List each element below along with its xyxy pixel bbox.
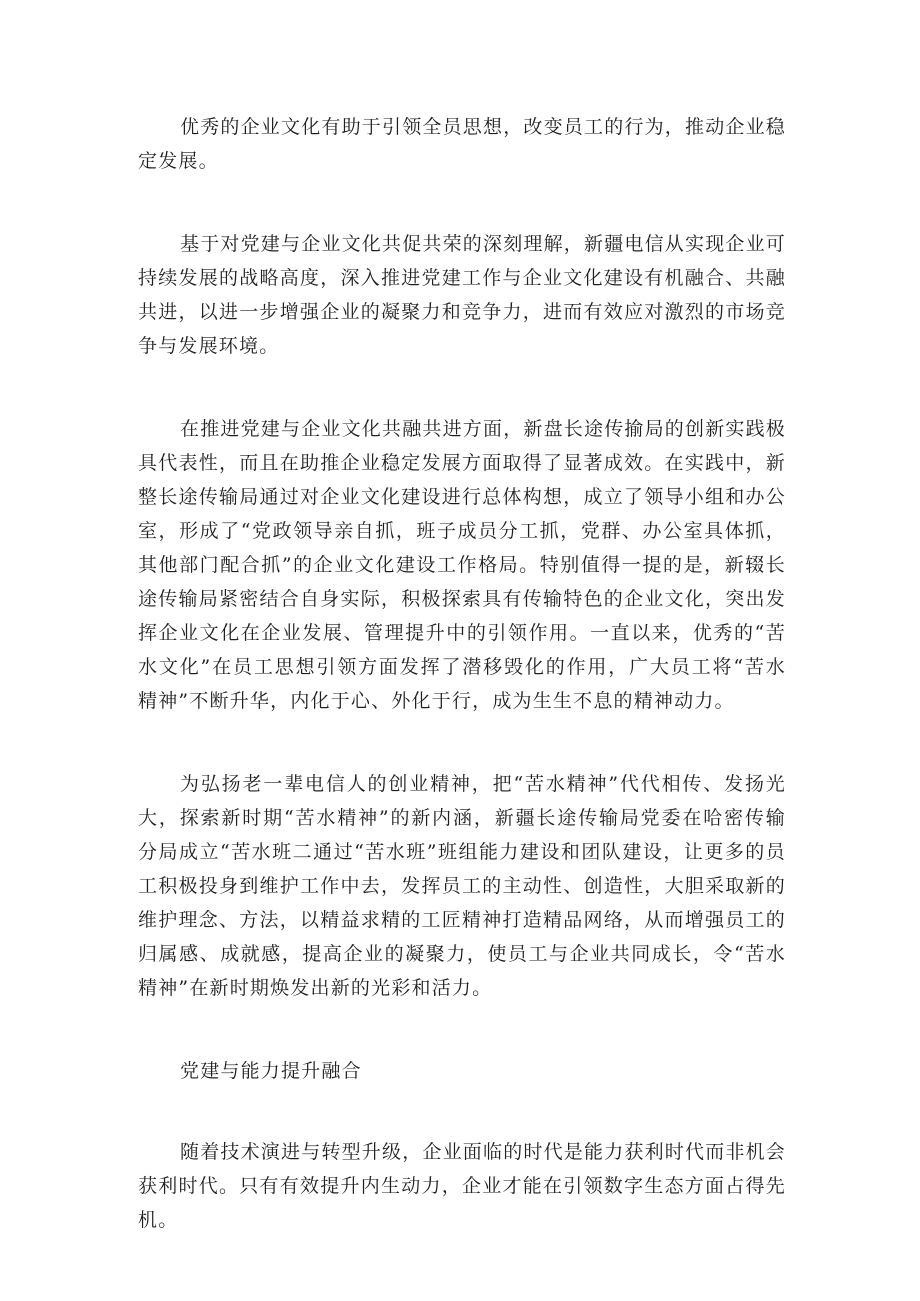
paragraph-long-distance-transmission-practice: 在推进党建与企业文化共融共进方面，新盘长途传揄局的创新实践极具代表性，而且在助推企业稳定发展方面取得了显著成效。在实践中，新整长途传输局通过对企业文化建设进行总体构想，成立了领导小组和办公室，形成了“党政领导亲自抓，班子成员分工抓，党群、办公室具体抓，其他部门配合抓”的企业文化建设工作格局。特别值得一提的是，新辍长途传输局紧密结合自身实际，积极探索具有传输特色的企业文化，突出发挥企业文化在企业发展、管理提升中的引领作用。一直以来，优秀的“苦水文化”在员工思想引领方面发挥了潜移毁化的作用，广大员工将“苦水精神”不断升华，内化于心、外化于行，成为生生不息的精神动力。: [138, 418, 787, 712]
paragraph-capability-improvement: 随着技术演进与转型升级，企业面临的时代是能力获利时代而非机会获利时代。只有有效提升内生动力，企业才能在引领数字生态方面占得先机。: [138, 1141, 787, 1231]
document-body: [138, 110, 786, 1286]
paragraph-party-building-integration: 基于对党建与企业文化共促共荣的深刻理解，新疆电信从实现企业可持续发展的战略高度，深入推进党建工作与企业文化建设有机融合、共融共进，以进一步增强企业的凝聚力和竞争力，进而有效应对激烈的市场竞争与发展环境。: [138, 233, 787, 357]
section-heading: 党建与能力提升融合: [180, 1060, 362, 1082]
paragraph-corporate-culture: 优秀的企业文化有助于引领全员思想，改变员工的行为，推动企业稳定发展。: [138, 116, 787, 172]
paragraph-kushui-spirit: 为弘扬老一辈电信人的创业精神，把“苦水精神”代代相传、发扬光大，探索新时期“苦水精神”的新内涵，新疆长途传输局党委在哈密传输分局成立“苦水班二通过“苦水班”班组能力建设和团队建设，让更多的员工积极投身到维护工作中去，发挥员工的主动性、创造性，大胆采取新的维护理念、方法，以精益求精的工匠精神打造精品网络，从而增强员工的归属感、成就感，提高企业的凝聚力，使员工与企业共同成长，令“苦水精神”在新时期焕发出新的光彩和活力。: [138, 773, 786, 999]
